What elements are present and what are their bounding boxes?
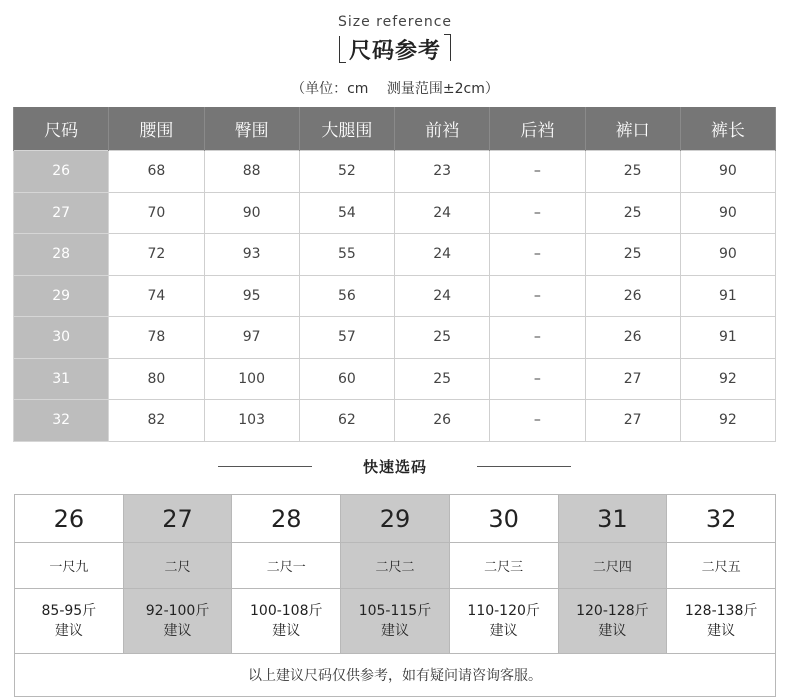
quick-ruler-row — [15, 543, 776, 589]
measurement-cell: 82 — [109, 400, 204, 442]
measurement-cell: 56 — [299, 275, 394, 317]
weight-advice-label: 建议 — [380, 623, 409, 639]
measurement-cell: 80 — [109, 358, 204, 400]
measurement-cell: 27 — [585, 358, 680, 400]
size-cell: 26 — [14, 151, 109, 193]
measurement-cell: – — [490, 317, 585, 359]
size-cell: 27 — [14, 192, 109, 234]
quick-size-row — [15, 495, 776, 543]
measurement-cell: 25 — [585, 234, 680, 276]
measurement-cell: 90 — [680, 192, 775, 234]
column-header: 尺码 — [14, 107, 109, 151]
measurement-cell: 90 — [204, 192, 299, 234]
quick-ruler-cell: 二尺三 — [449, 543, 558, 589]
quick-note-row — [15, 654, 776, 697]
measurement-cell: 74 — [109, 275, 204, 317]
measurement-cell: 25 — [395, 358, 490, 400]
measurement-cell: 62 — [299, 400, 394, 442]
quick-weight-cell — [15, 589, 124, 654]
size-cell: 28 — [14, 234, 109, 276]
measurement-cell: 90 — [680, 151, 775, 193]
measurement-cell: 26 — [585, 317, 680, 359]
quick-select-table — [14, 494, 776, 697]
quick-weight-row — [15, 589, 776, 654]
table-row — [14, 358, 776, 400]
weight-range: 110-120斤 — [467, 603, 540, 619]
unit-note: （单位：cm 测量范围±2cm） — [291, 81, 499, 97]
measurement-cell: 25 — [395, 317, 490, 359]
measurement-cell: 57 — [299, 317, 394, 359]
quick-weight-cell — [449, 589, 558, 654]
quick-ruler-cell: 二尺一 — [232, 543, 341, 589]
measurement-cell: 24 — [395, 192, 490, 234]
table-row — [14, 234, 776, 276]
measurement-cell: 25 — [585, 151, 680, 193]
weight-range: 85-95斤 — [41, 603, 97, 619]
weight-range: 100-108斤 — [250, 603, 323, 619]
measurement-cell: 91 — [680, 275, 775, 317]
column-header: 臀围 — [204, 107, 299, 151]
quick-size-cell: 26 — [15, 495, 124, 543]
weight-advice-label: 建议 — [489, 623, 518, 639]
measurement-cell: – — [490, 400, 585, 442]
measurement-cell: 60 — [299, 358, 394, 400]
weight-advice-label: 建议 — [598, 623, 627, 639]
bracket-right-decoration — [444, 34, 451, 61]
weight-advice-label: 建议 — [54, 623, 83, 639]
quick-weight-cell — [232, 589, 341, 654]
size-cell: 29 — [14, 275, 109, 317]
measurement-cell: 68 — [109, 151, 204, 193]
quick-size-cell: 28 — [232, 495, 341, 543]
quick-size-cell: 30 — [449, 495, 558, 543]
quick-ruler-cell: 二尺四 — [558, 543, 667, 589]
measurement-cell: 25 — [585, 192, 680, 234]
measurement-cell: 92 — [680, 358, 775, 400]
weight-range: 92-100斤 — [145, 603, 210, 619]
measurement-cell: 103 — [204, 400, 299, 442]
page-title — [339, 34, 451, 65]
weight-range: 120-128斤 — [576, 603, 649, 619]
column-header: 裤长 — [680, 107, 775, 151]
weight-range: 105-115斤 — [358, 603, 432, 619]
measurement-cell: 27 — [585, 400, 680, 442]
measurement-cell: – — [490, 151, 585, 193]
quick-weight-cell — [341, 589, 450, 654]
size-reference-table — [13, 107, 776, 442]
table-row — [14, 275, 776, 317]
column-header: 腰围 — [109, 107, 204, 151]
column-header: 后裆 — [490, 107, 585, 151]
quick-weight-cell — [667, 589, 776, 654]
quick-size-cell: 29 — [341, 495, 450, 543]
column-header: 前裆 — [395, 107, 490, 151]
quick-weight-cell — [123, 589, 232, 654]
measurement-cell: 93 — [204, 234, 299, 276]
measurement-cell: 23 — [395, 151, 490, 193]
title-english: Size reference — [337, 14, 453, 30]
weight-advice-label: 建议 — [707, 623, 736, 639]
size-cell: 32 — [14, 400, 109, 442]
measurement-cell: 78 — [109, 317, 204, 359]
table-row — [14, 317, 776, 359]
table-header-row — [14, 107, 776, 151]
measurement-cell: – — [490, 234, 585, 276]
quick-ruler-cell: 二尺二 — [341, 543, 450, 589]
measurement-cell: 97 — [204, 317, 299, 359]
quick-ruler-cell: 二尺五 — [667, 543, 776, 589]
measurement-cell: 70 — [109, 192, 204, 234]
measurement-cell: 92 — [680, 400, 775, 442]
table-row — [14, 151, 776, 193]
weight-range: 128-138斤 — [684, 603, 758, 619]
column-header: 裤口 — [585, 107, 680, 151]
measurement-cell: 100 — [204, 358, 299, 400]
page-title-text: 尺码参考 — [348, 39, 441, 64]
measurement-cell: – — [490, 358, 585, 400]
measurement-cell: 54 — [299, 192, 394, 234]
quick-size-cell: 31 — [558, 495, 667, 543]
measurement-cell: 55 — [299, 234, 394, 276]
bracket-left-decoration — [339, 36, 346, 63]
measurement-cell: 26 — [585, 275, 680, 317]
measurement-cell: 88 — [204, 151, 299, 193]
quick-ruler-cell: 一尺九 — [15, 543, 124, 589]
quick-select-title: 快速选码 — [362, 458, 427, 476]
measurement-cell: 26 — [395, 400, 490, 442]
quick-ruler-cell: 二尺 — [123, 543, 232, 589]
measurement-cell: 52 — [299, 151, 394, 193]
measurement-cell: 90 — [680, 234, 775, 276]
measurement-cell: – — [490, 275, 585, 317]
weight-advice-label: 建议 — [163, 623, 192, 639]
quick-weight-cell — [558, 589, 667, 654]
column-header: 大腿围 — [299, 107, 394, 151]
weight-advice-label: 建议 — [272, 623, 301, 639]
measurement-cell: – — [490, 192, 585, 234]
measurement-cell: 24 — [395, 275, 490, 317]
disclaimer-note: 以上建议尺码仅供参考，如有疑问请咨询客服。 — [15, 654, 776, 697]
size-cell: 31 — [14, 358, 109, 400]
measurement-cell: 72 — [109, 234, 204, 276]
measurement-cell: 91 — [680, 317, 775, 359]
table-row — [14, 400, 776, 442]
size-cell: 30 — [14, 317, 109, 359]
quick-size-cell: 27 — [123, 495, 232, 543]
measurement-cell: 24 — [395, 234, 490, 276]
table-row — [14, 192, 776, 234]
divider-line-right — [477, 466, 571, 467]
measurement-cell: 95 — [204, 275, 299, 317]
quick-size-cell: 32 — [667, 495, 776, 543]
